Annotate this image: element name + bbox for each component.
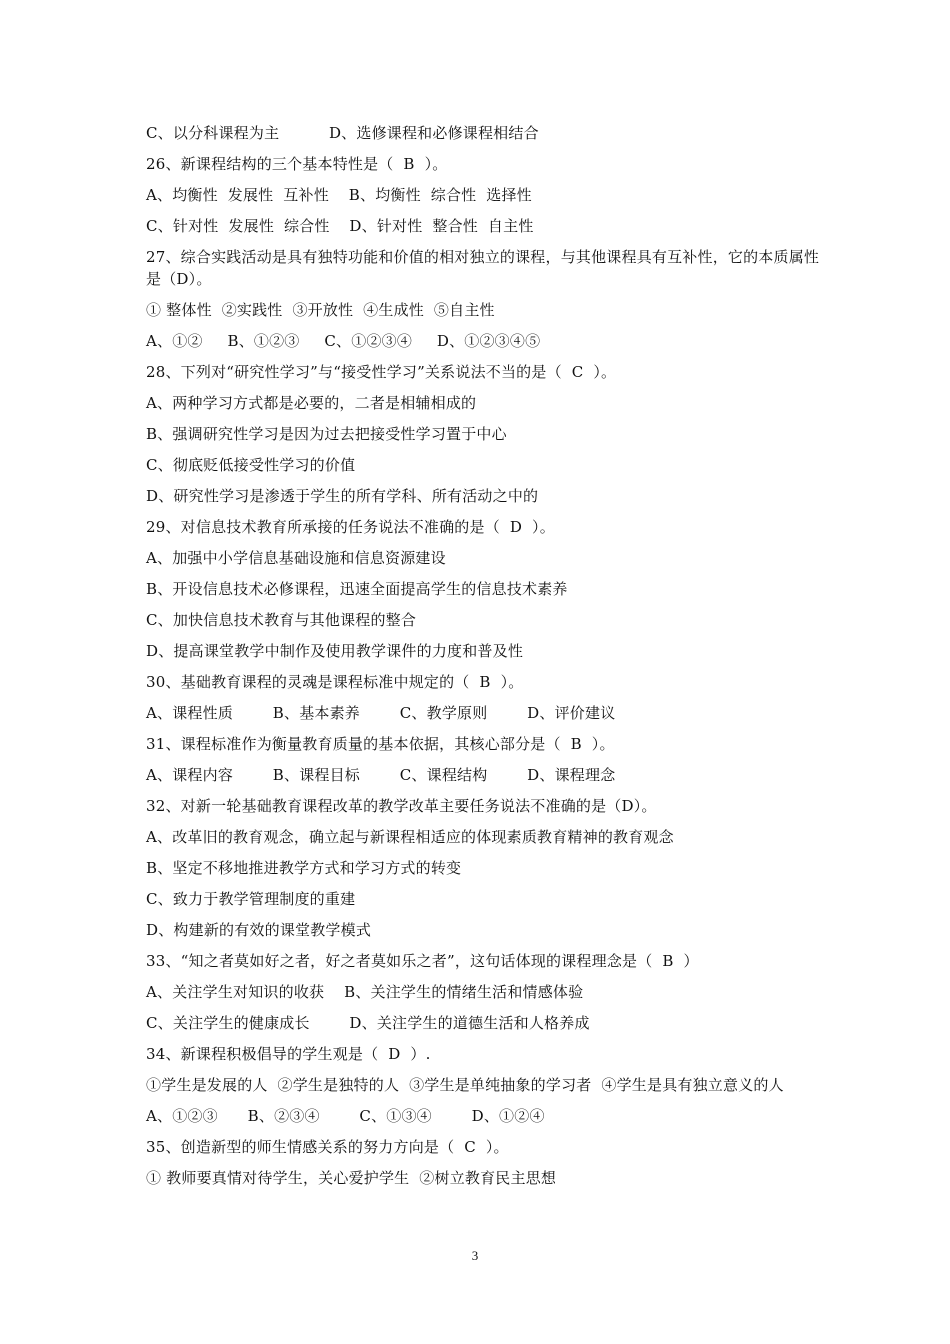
text-line: A、两种学习方式都是必要的，二者是相辅相成的 <box>146 394 477 412</box>
text-line: B、坚定不移地推进教学方式和学习方式的转变 <box>146 859 462 877</box>
text-line: D、研究性学习是渗透于学生的所有学科、所有活动之中的 <box>146 487 539 505</box>
text-line: A、①②③ B、②③④ C、①③④ D、①②④ <box>146 1107 545 1125</box>
question-27: 27、综合实践活动是具有独特功能和价值的相对独立的课程，与其他课程具有互补性，它的本质属性是（D）。 <box>146 248 820 288</box>
text-line: A、均衡性 发展性 互补性 B、均衡性 综合性 选择性 <box>146 186 532 204</box>
text-line: A、改革旧的教育观念，确立起与新课程相适应的体现素质教育精神的教育观念 <box>146 828 674 846</box>
text-line: A、课程性质 B、基本素养 C、教学原则 D、评价建议 <box>146 704 616 722</box>
text-line: ①学生是发展的人 ②学生是独特的人 ③学生是单纯抽象的学习者 ④学生是具有独立意义的人 <box>146 1076 784 1094</box>
text-line: C、彻底贬低接受性学习的价值 <box>146 456 356 474</box>
text-line: C、针对性 发展性 综合性 D、针对性 整合性 自主性 <box>146 217 534 235</box>
question-32: 32、对新一轮基础教育课程改革的教学改革主要任务说法不准确的是（D）。 <box>146 797 657 815</box>
question-29: 29、对信息技术教育所承接的任务说法不准确的是（ D ）。 <box>146 518 555 536</box>
text-line: C、致力于教学管理制度的重建 <box>146 890 356 908</box>
text-line: D、构建新的有效的课堂教学模式 <box>146 921 372 939</box>
question-33: 33、“知之者莫如好之者，好之者莫如乐之者”，这句话体现的课程理念是（ B ） <box>146 952 699 970</box>
text-line: D、提高课堂教学中制作及使用教学课件的力度和普及性 <box>146 642 524 660</box>
text-line: A、课程内容 B、课程目标 C、课程结构 D、课程理念 <box>146 766 616 784</box>
question-31: 31、课程标准作为衡量教育质量的基本依据，其核心部分是（ B ）。 <box>146 735 615 753</box>
question-30: 30、基础教育课程的灵魂是课程标准中规定的（ B ）。 <box>146 673 524 691</box>
question-35: 35、创造新型的师生情感关系的努力方向是（ C ）。 <box>146 1138 509 1156</box>
text-line: C、加快信息技术教育与其他课程的整合 <box>146 611 417 629</box>
text-line: A、加强中小学信息基础设施和信息资源建设 <box>146 549 446 567</box>
question-34: 34、新课程积极倡导的学生观是（ D ）. <box>146 1045 431 1063</box>
text-line: C、以分科课程为主 D、选修课程和必修课程相结合 <box>146 124 539 142</box>
question-26: 26、新课程结构的三个基本特性是（ B ）。 <box>146 155 448 173</box>
text-line: A、关注学生对知识的收获 B、关注学生的情绪生活和情感体验 <box>146 983 584 1001</box>
question-28: 28、下列对“研究性学习”与“接受性学习”关系说法不当的是（ C ）。 <box>146 363 617 381</box>
text-line: B、开设信息技术必修课程，迅速全面提高学生的信息技术素养 <box>146 580 568 598</box>
text-line: ① 整体性 ②实践性 ③开放性 ④生成性 ⑤自主性 <box>146 301 495 319</box>
text-line: C、关注学生的健康成长 D、关注学生的道德生活和人格养成 <box>146 1014 590 1032</box>
text-line: B、强调研究性学习是因为过去把接受性学习置于中心 <box>146 425 507 443</box>
document-body <box>146 122 826 1198</box>
text-line: A、①② B、①②③ C、①②③④ D、①②③④⑤ <box>146 332 541 350</box>
page-number: 3 <box>471 1248 479 1263</box>
text-line: ① 教师要真情对待学生，关心爱护学生 ②树立教育民主思想 <box>146 1169 557 1187</box>
